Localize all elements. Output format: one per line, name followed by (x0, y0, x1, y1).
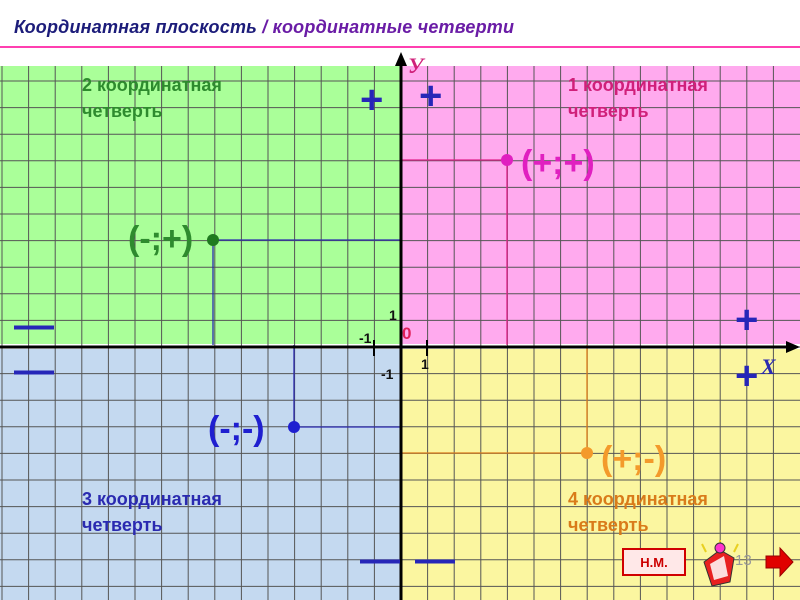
y-axis-name: У (408, 53, 424, 78)
tick-label-x-pos: 1 (421, 356, 429, 372)
arrow-right-icon[interactable] (764, 546, 794, 578)
tick-label-x-neg: -1 (359, 330, 372, 346)
y-axis-arrow (395, 52, 407, 66)
point-q1 (501, 154, 513, 166)
page-number: 13 (735, 552, 752, 569)
tick-label-y-pos: 1 (389, 307, 397, 323)
title-underline (0, 46, 800, 48)
point-q4-label: (+;-) (601, 440, 667, 478)
x-axis-name: X (761, 354, 776, 379)
teacher-logo-icon (700, 540, 740, 590)
point-q2 (207, 234, 219, 246)
point-q3 (288, 421, 300, 433)
title-part-2: координатные четверти (272, 17, 515, 37)
origin-label: 0 (402, 324, 412, 343)
point-q4 (581, 447, 593, 459)
point-q3-label: (-;-) (208, 410, 265, 448)
sign-q4-x: + (735, 354, 759, 398)
nm-button[interactable]: Н.М. (622, 548, 686, 576)
title-separator: / (257, 17, 273, 37)
title-part-1: Координатная плоскость (14, 17, 258, 37)
quadrant-2-label: 2 координатная четверть (82, 75, 222, 121)
sign-q2-y: + (360, 78, 384, 122)
point-q2-label: (-;+) (128, 220, 194, 258)
quadrant-3-bg (0, 349, 400, 600)
page-title (14, 17, 514, 38)
sign-q4-y: — (415, 537, 455, 581)
sign-q1-x: + (735, 298, 759, 342)
tick-label-y-neg: -1 (381, 366, 394, 382)
sign-q3-x: — (14, 348, 54, 392)
point-q1-label: (+;+) (521, 144, 595, 182)
sign-q1-y: + (419, 74, 443, 118)
sign-q2-x: — (14, 303, 54, 347)
quadrant-3-label: 3 координатная четверть (82, 489, 222, 535)
quadrant-1-label: 1 координатная четверть (568, 75, 708, 121)
quadrant-4-label: 4 координатная четверть (568, 489, 708, 535)
sign-q3-y: — (360, 537, 400, 581)
